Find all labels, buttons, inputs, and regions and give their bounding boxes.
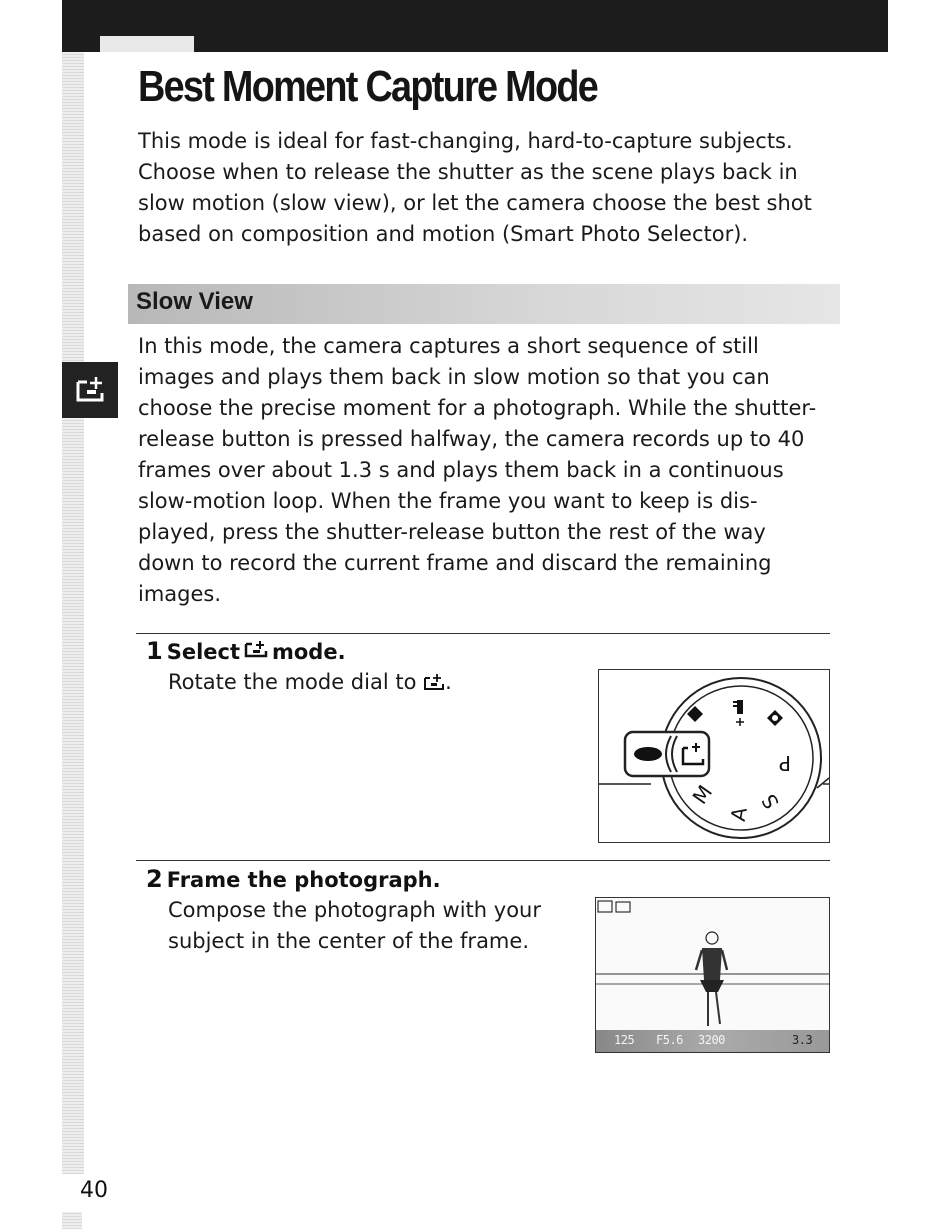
dial-label-s: S	[756, 790, 784, 814]
description-line: frames over about 1.3 s and plays them back in a continuous	[138, 458, 784, 482]
chapter-tab	[62, 362, 118, 418]
step-divider	[136, 860, 830, 861]
description-line: choose the precise moment for a photograph. While the shutter-	[138, 396, 817, 420]
margin-stripe	[62, 52, 84, 1174]
aperture: F5.6	[656, 1033, 683, 1047]
description-line: played, press the shutter-release button the rest of the way	[138, 520, 766, 544]
intro-paragraph	[138, 126, 838, 250]
step-1-text	[168, 667, 452, 698]
intro-line: based on composition and motion (Smart Photo Selector).	[138, 222, 749, 246]
intro-line: This mode is ideal for fast-changing, hard-to-capture subjects.	[138, 129, 793, 153]
description-line: In this mode, the camera captures a short sequence of still	[138, 334, 759, 358]
remaining-capacity: 3.3	[792, 1033, 813, 1047]
dial-label-p: P	[778, 751, 791, 775]
shutter-speed: 125	[614, 1033, 635, 1047]
header-notch	[100, 36, 194, 52]
intro-line: slow motion (slow view), or let the camera choose the best shot	[138, 191, 812, 215]
step-divider	[136, 633, 830, 634]
step-number: 1	[146, 637, 163, 665]
description-line: release button is pressed halfway, the camera records up to 40	[138, 427, 805, 451]
step-title: mode.	[272, 640, 346, 664]
best-moment-capture-icon	[73, 373, 107, 407]
description-line: images.	[138, 582, 222, 606]
mode-dial-illustration	[598, 669, 830, 843]
section-title: Slow View	[136, 288, 253, 315]
dial-label-a: A	[725, 805, 752, 823]
page-number: 40	[80, 1178, 108, 1203]
step-1-heading	[146, 637, 346, 665]
step-text: .	[445, 670, 452, 694]
runner-scene	[596, 898, 829, 1052]
step-line: subject in the center of the frame.	[168, 929, 529, 953]
iso-sensitivity: 3200	[698, 1033, 725, 1047]
step-title: Frame the photograph.	[166, 868, 441, 892]
step-2-heading	[146, 865, 441, 893]
margin-stripe-bottom	[62, 1212, 82, 1229]
page-title: Best Moment Capture Mode	[138, 62, 598, 111]
step-2-text	[168, 895, 541, 957]
intro-line: Choose when to release the shutter as the scene plays back in	[138, 160, 798, 184]
mode-dial-figure	[599, 670, 829, 842]
description-line: down to record the current frame and discard the remaining	[138, 551, 772, 575]
step-title: Select	[166, 640, 240, 664]
best-moment-capture-icon	[244, 639, 268, 659]
dial-label-m: M	[687, 780, 718, 809]
description-paragraph	[138, 331, 838, 610]
best-moment-capture-icon	[423, 673, 445, 691]
step-number: 2	[146, 865, 163, 893]
step-line: Compose the photograph with your	[168, 898, 541, 922]
shooting-info-bar	[596, 1030, 829, 1052]
description-line: slow-motion loop. When the frame you want to keep is dis-	[138, 489, 758, 513]
step-text: Rotate the mode dial to	[168, 670, 417, 694]
description-line: images and plays them back in slow motion so that you can	[138, 365, 770, 389]
monitor-view-illustration	[595, 897, 830, 1053]
